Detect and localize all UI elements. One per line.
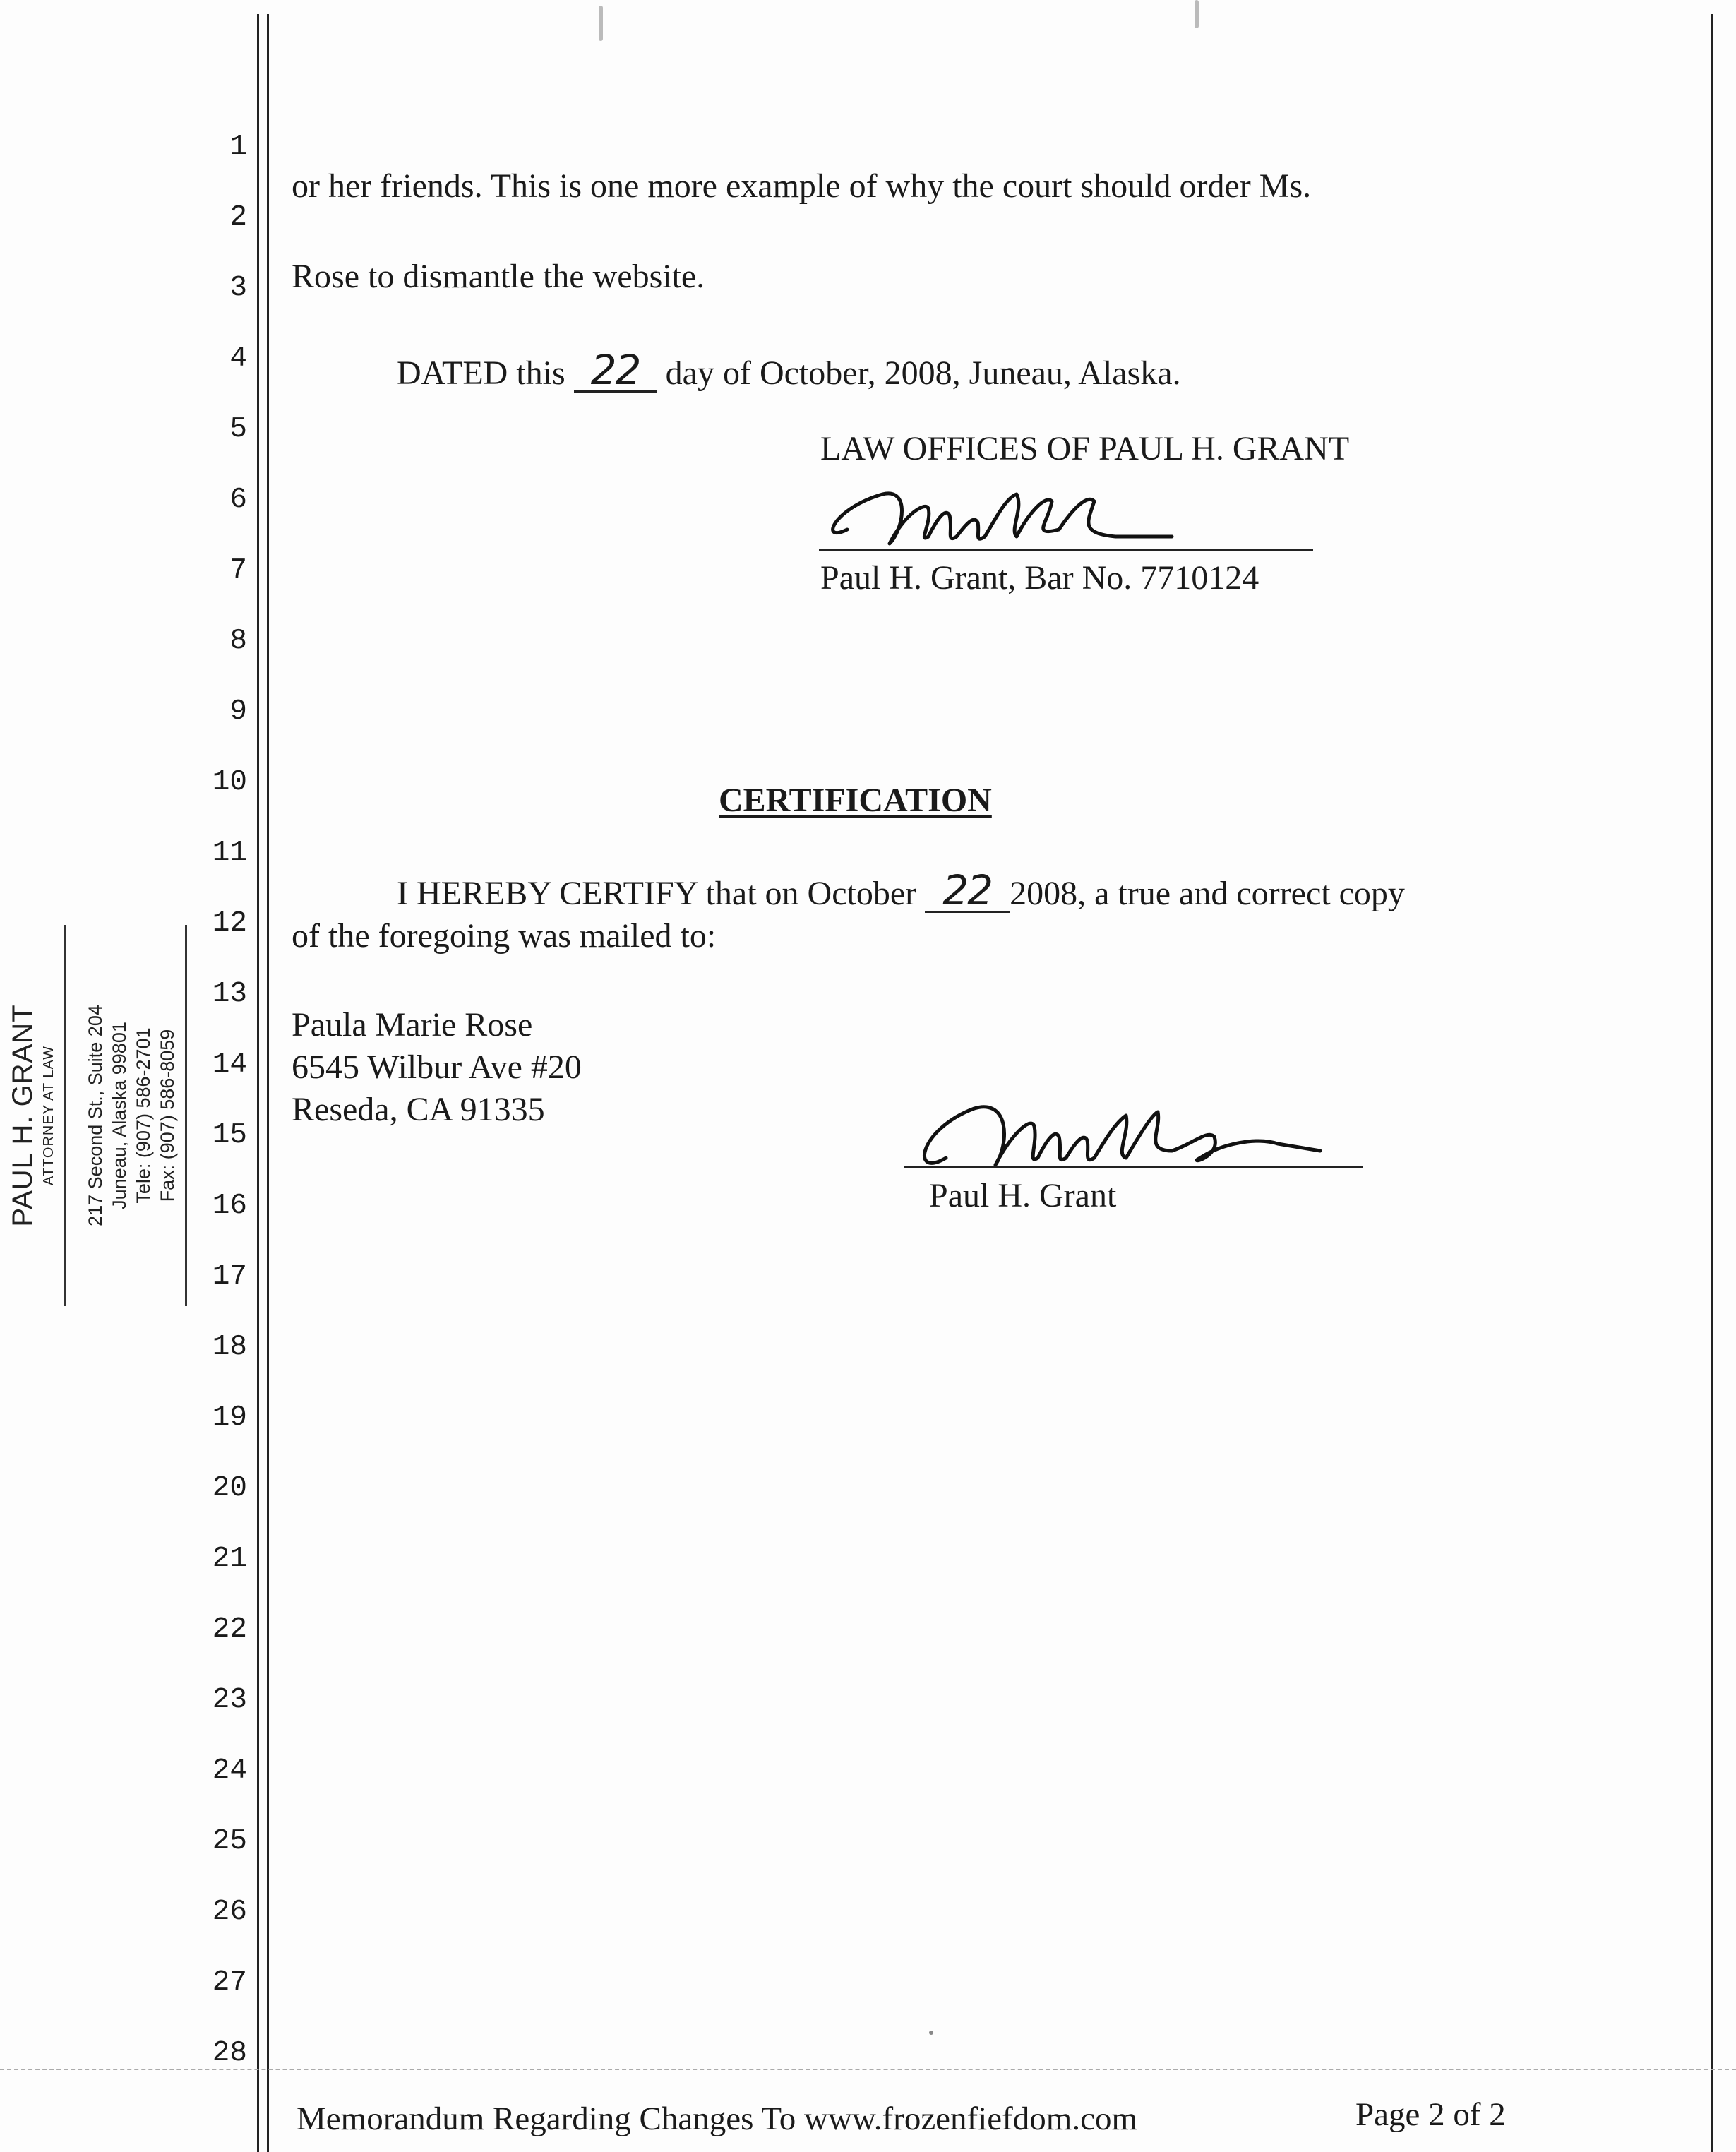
line-number: 7 [229,554,247,587]
right-margin-rule [1711,14,1713,2152]
certify-day-blank [925,866,1010,914]
line-number: 26 [212,1896,247,1928]
line-number: 11 [212,837,247,869]
firm-address-line: Juneau, Alaska 99801 [109,1022,130,1209]
line-number: 27 [212,1966,247,1999]
line-number: 23 [212,1684,247,1716]
signer-bar-number: Paul H. Grant, Bar No. 7710124 [820,559,1259,597]
recipient-city: Reseda, CA 91335 [292,1091,545,1128]
line-number: 12 [212,907,247,940]
line-number: 25 [212,1825,247,1858]
firm-title: ATTORNEY AT LAW [41,1046,56,1186]
line-number: 5 [229,413,247,446]
firm-address-line: Fax: (907) 586-8059 [157,1029,178,1202]
line-number: 19 [212,1401,247,1434]
line-number: 2 [229,201,247,234]
dated-suffix: day of October, 2008, Juneau, Alaska. [665,354,1181,392]
body-line: or her friends. This is one more example of why the court should order Ms. [292,167,1312,205]
line-number: 1 [229,131,247,163]
firm-address-line: 217 Second St., Suite 204 [85,1005,106,1226]
certify-line [397,866,1405,914]
scan-mark [929,2031,933,2035]
line-number: 17 [212,1260,247,1293]
line-number: 22 [212,1613,247,1646]
line-number: 6 [229,484,247,516]
line-number: 10 [212,766,247,799]
line-number: 16 [212,1190,247,1222]
firm-divider [185,925,187,1306]
line-number: 18 [212,1331,247,1363]
firm-divider [64,925,66,1306]
firm-sidebar [0,925,198,1306]
certify-day: 22 [942,866,993,914]
body-line: Rose to dismantle the website. [292,258,705,295]
dated-day-blank [574,346,657,394]
dated-line [397,346,1181,394]
footer-rule [0,2069,1736,2070]
signature-image [890,1073,1370,1186]
left-margin-rule [257,14,259,2152]
line-number: 14 [212,1048,247,1081]
firm-address-line: Tele: (907) 586-2701 [133,1027,154,1204]
certify-suffix: 2008, a true and correct copy [1010,875,1405,912]
dated-prefix: DATED this [397,354,565,392]
law-office-signature-block: LAW OFFICES OF PAUL H. GRANT [820,430,1350,467]
certification-heading: CERTIFICATION [719,782,992,819]
certify-line-2: of the foregoing was mailed to: [292,917,717,955]
recipient-name: Paula Marie Rose [292,1006,533,1044]
line-number: 8 [229,625,247,657]
line-number: 24 [212,1755,247,1787]
footer-page-number: Page 2 of 2 [1355,2096,1506,2133]
scan-mark [599,6,603,41]
signature-line [904,1166,1363,1168]
certify-prefix: I HEREBY CERTIFY that on October [397,875,917,912]
scan-mark [1195,0,1199,28]
line-number: 3 [229,272,247,304]
line-number: 9 [229,695,247,728]
certification-signer: Paul H. Grant [929,1177,1117,1214]
line-number: 20 [212,1472,247,1505]
line-number: 15 [212,1119,247,1152]
signature-line [819,549,1313,551]
firm-sidebar-text [7,925,191,1306]
recipient-address: 6545 Wilbur Ave #20 [292,1048,582,1086]
firm-name: PAUL H. GRANT [7,1004,38,1227]
footer-title: Memorandum Regarding Changes To www.frozenfiefdom.com [297,2100,1137,2137]
line-number: 13 [212,978,247,1010]
line-numbers [191,0,247,2118]
line-number: 4 [229,342,247,375]
dated-day: 22 [590,346,640,394]
left-margin-rule [267,14,269,2152]
line-number: 28 [212,2037,247,2069]
line-number: 21 [212,1543,247,1575]
